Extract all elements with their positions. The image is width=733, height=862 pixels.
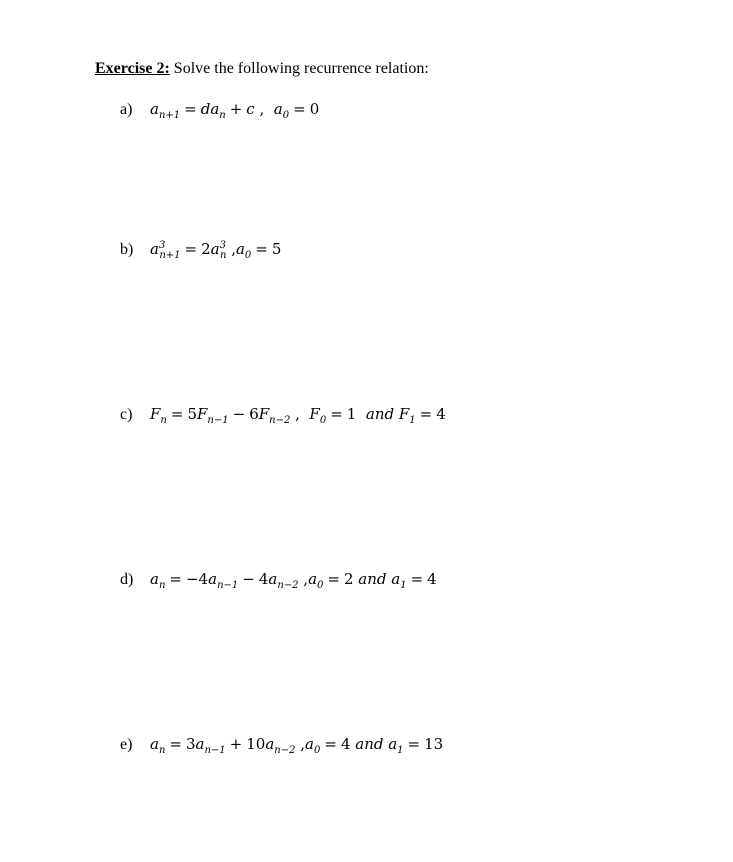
- exercise-item-e: [120, 735, 443, 756]
- exercise-item-a: [120, 100, 319, 121]
- exercise-item-d: [120, 570, 437, 591]
- item-equation: $F_n = 5F_{n-1} - 6F_{n-2}$ , $F_0 = 1$ and $F_1 = 4$: [150, 405, 446, 426]
- item-letter: a): [120, 101, 133, 118]
- exercise-label: Exercise 2:: [95, 60, 170, 77]
- item-equation: $a_{n+1} = da_n + c$ , $a_0 = 0$: [150, 100, 320, 121]
- item-equation: $a_n = -4a_{n-1} - 4a_{n-2}$ $,a_0 = 2$ and $a_1 = 4$: [150, 570, 437, 591]
- item-letter: c): [120, 406, 133, 423]
- item-letter: d): [120, 571, 134, 588]
- exercise-item-c: [120, 405, 446, 426]
- exercise-heading: [95, 60, 429, 78]
- item-letter: b): [120, 241, 134, 258]
- item-equation: $a_n = 3a_{n-1} + 10a_{n-2}$ $,a_0 = 4$ and $a_1 = 13$: [150, 735, 444, 756]
- exercise-item-b: [120, 240, 281, 261]
- item-equation: $a^3_{n+1} = 2a^3_n$ $,a_0 = 5$: [150, 240, 282, 261]
- exercise-instructions: Solve the following recurrence relation:: [169, 60, 429, 77]
- item-letter: e): [120, 736, 133, 753]
